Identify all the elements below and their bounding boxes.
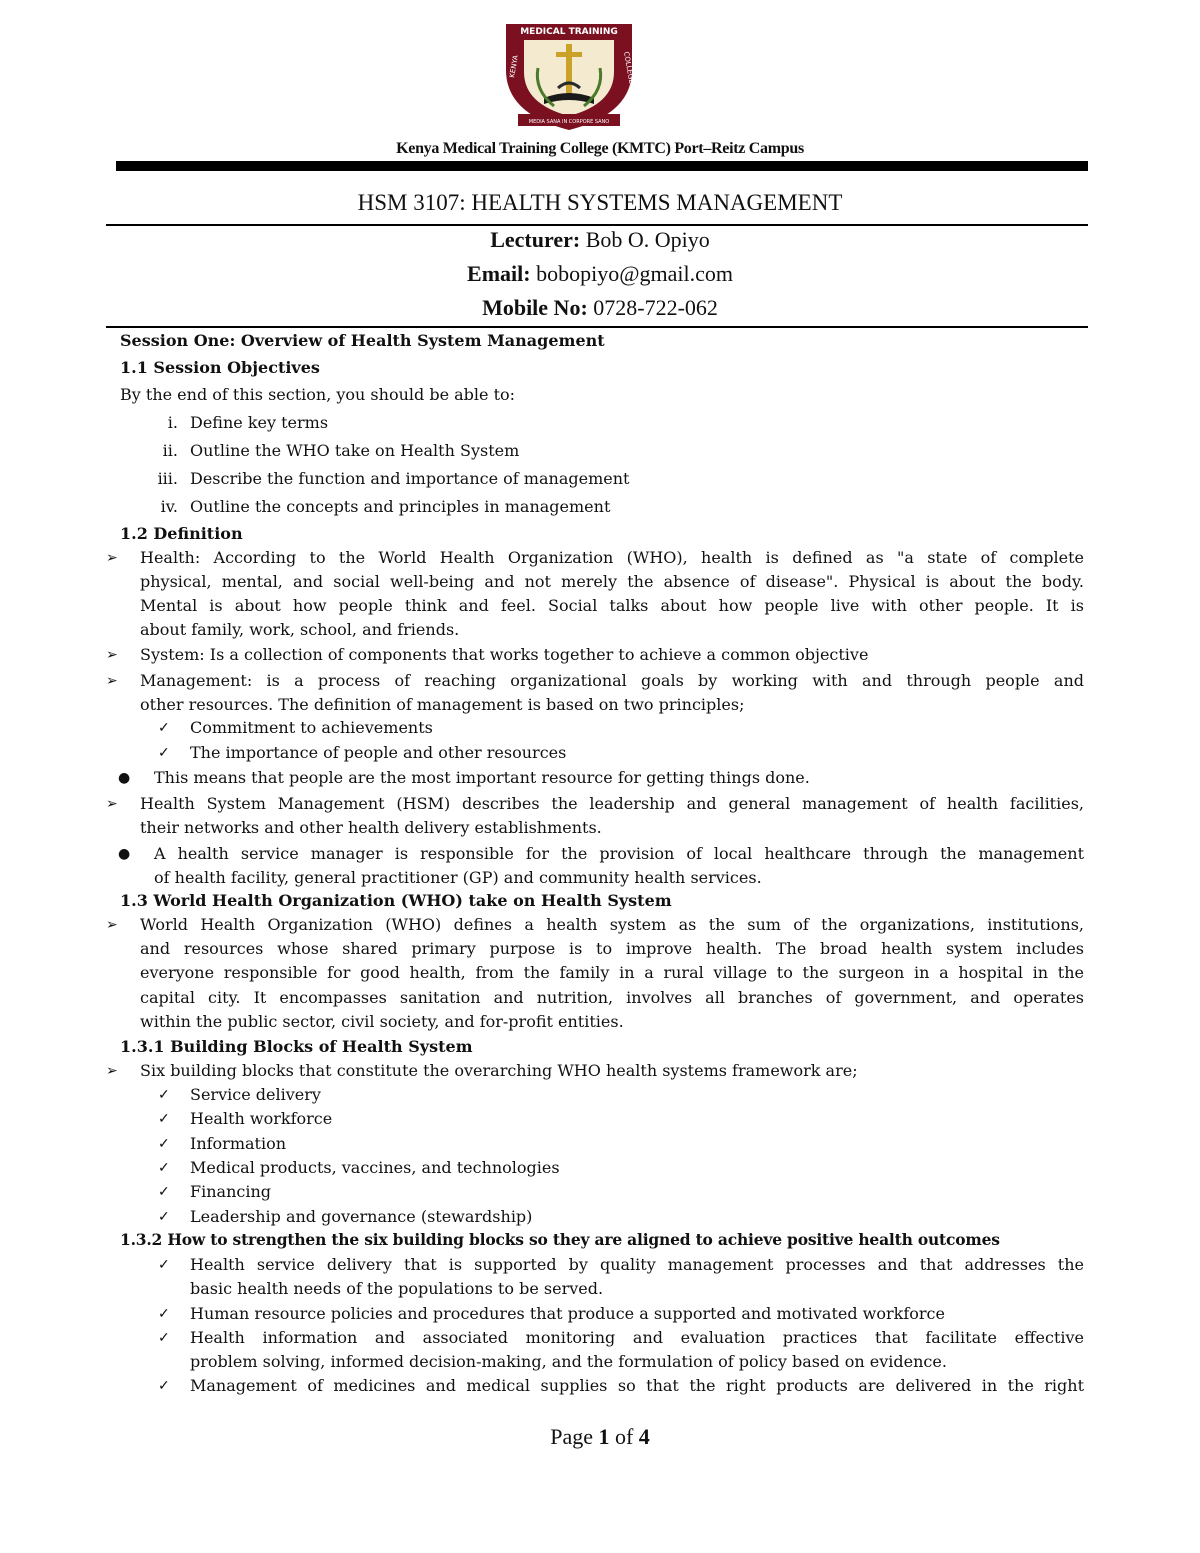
strengthen-item-line: Health service delivery that is supported by quality management processes and that addresses the: [190, 1255, 1084, 1274]
building-block-item: Information: [190, 1134, 287, 1153]
building-block-item: Medical products, vaccines, and technologies: [190, 1158, 560, 1177]
session-title: Session One: Overview of Health System Management: [120, 331, 605, 350]
svg-text:MEDICAL TRAINING: MEDICAL TRAINING: [520, 27, 618, 37]
definition-management-line: Management: is a process of reaching organizational goals by working with and through people and: [140, 671, 1084, 690]
manager-note-line: A health service manager is responsible for the provision of local healthcare through the management: [154, 844, 1084, 863]
building-block-item: Service delivery: [190, 1085, 321, 1104]
list-number: iv.: [160, 497, 178, 516]
who-definition-line: within the public sector, civil society, and for-profit entities.: [140, 1012, 624, 1031]
header-rule: [116, 161, 1088, 171]
definition-hsm-line: Health System Management (HSM) describes the leadership and general management of health facilities,: [140, 794, 1084, 813]
definition-management-line: other resources. The definition of management is based on two principles;: [140, 695, 745, 714]
checkmark-icon: ✓: [158, 1209, 170, 1225]
definition-hsm-line: their networks and other health delivery establishments.: [140, 818, 602, 837]
checkmark-icon: ✓: [158, 1306, 170, 1322]
checkmark-icon: ✓: [158, 1184, 170, 1200]
svg-text:KENYA: KENYA: [508, 54, 520, 79]
building-block-item: Health workforce: [190, 1109, 333, 1128]
building-blocks-intro: Six building blocks that constitute the overarching WHO health systems framework are;: [140, 1061, 858, 1080]
building-block-item: Leadership and governance (stewardship): [190, 1207, 533, 1226]
who-definition-line: everyone responsible for good health, from the family in a rural village to the surgeon in a hospital in the: [140, 963, 1084, 982]
strengthen-item-line: problem solving, informed decision-making, and the formulation of policy based on evidence.: [190, 1352, 947, 1371]
list-number: ii.: [162, 441, 178, 460]
page-number: Page 1 of 4: [550, 1424, 650, 1449]
list-number: iii.: [157, 469, 178, 488]
heading-1-3-1: 1.3.1 Building Blocks of Health System: [120, 1037, 473, 1056]
principle-item: Commitment to achievements: [190, 718, 433, 737]
list-item: Describe the function and importance of management: [190, 469, 630, 488]
arrow-bullet-icon: ➢: [106, 673, 118, 689]
course-title: HSM 3107: HEALTH SYSTEMS MANAGEMENT: [357, 190, 843, 215]
title-rule: [106, 224, 1088, 226]
heading-1-3: 1.3 World Health Organization (WHO) take on Health System: [120, 891, 672, 910]
checkmark-icon: ✓: [158, 745, 170, 761]
checkmark-icon: ✓: [158, 720, 170, 736]
checkmark-icon: ✓: [158, 1087, 170, 1103]
svg-text:COLLEGE: COLLEGE: [622, 50, 636, 85]
building-block-item: Financing: [190, 1182, 271, 1201]
strengthen-item-line: Management of medicines and medical supplies so that the right products are delivered in the right: [190, 1376, 1084, 1395]
mobile-line: Mobile No: 0728-722-062: [482, 295, 718, 320]
manager-note-line: of health facility, general practitioner (GP) and community health services.: [154, 868, 762, 887]
definition-health-line: Mental is about how people think and feel. Social talks about how people live with other people. It is: [140, 596, 1084, 615]
who-definition-line: and resources whose shared primary purpose is to improve health. The broad health system includes: [140, 939, 1084, 958]
arrow-bullet-icon: ➢: [106, 917, 118, 933]
checkmark-icon: ✓: [158, 1330, 170, 1346]
arrow-bullet-icon: ➢: [106, 647, 118, 663]
who-definition-line: capital city. It encompasses sanitation and nutrition, involves all branches of government, and operates: [140, 988, 1084, 1007]
svg-text:MEDIA SANA IN CORPORE SANO: MEDIA SANA IN CORPORE SANO: [528, 119, 610, 125]
who-definition-line: World Health Organization (WHO) defines a health system as the sum of the organizations, institutions,: [140, 915, 1084, 934]
checkmark-icon: ✓: [158, 1160, 170, 1176]
heading-1-1: 1.1 Session Objectives: [120, 358, 320, 377]
definition-health-line: physical, mental, and social well-being and not merely the absence of disease". Physical is about the body.: [140, 572, 1084, 591]
list-item: Define key terms: [190, 413, 329, 432]
dot-bullet-icon: ●: [118, 846, 131, 862]
lecturer-line: Lecturer: Bob O. Opiyo: [490, 227, 710, 252]
list-item: Outline the concepts and principles in management: [190, 497, 611, 516]
kmtc-crest-logo: [498, 18, 640, 132]
strengthen-item-line: basic health needs of the populations to be served.: [190, 1279, 604, 1298]
means-note: This means that people are the most important resource for getting things done.: [154, 768, 810, 787]
heading-1-2: 1.2 Definition: [120, 524, 243, 543]
contact-rule: [106, 326, 1088, 328]
strengthen-item-line: Human resource policies and procedures that produce a supported and motivated workforce: [190, 1304, 945, 1323]
definition-health-line: Health: According to the World Health Organization (WHO), health is defined as "a state of complete: [140, 548, 1084, 567]
checkmark-icon: ✓: [158, 1257, 170, 1273]
definition-health-line: about family, work, school, and friends.: [140, 620, 460, 639]
checkmark-icon: ✓: [158, 1136, 170, 1152]
campus-name: Kenya Medical Training College (KMTC) Port–Reitz Campus: [396, 140, 804, 157]
dot-bullet-icon: ●: [118, 770, 131, 786]
heading-1-3-2: 1.3.2 How to strengthen the six building blocks so they are aligned to achieve positive health outcomes: [120, 1230, 1000, 1249]
arrow-bullet-icon: ➢: [106, 1063, 118, 1079]
definition-system: System: Is a collection of components that works together to achieve a common objective: [140, 645, 869, 664]
principle-item: The importance of people and other resources: [190, 743, 567, 762]
objectives-intro: By the end of this section, you should be able to:: [120, 385, 516, 404]
strengthen-item-line: Health information and associated monitoring and evaluation practices that facilitate effective: [190, 1328, 1084, 1347]
arrow-bullet-icon: ➢: [106, 550, 118, 566]
arrow-bullet-icon: ➢: [106, 796, 118, 812]
email-line: Email: bobopiyo@gmail.com: [467, 261, 733, 286]
checkmark-icon: ✓: [158, 1111, 170, 1127]
list-item: Outline the WHO take on Health System: [190, 441, 520, 460]
checkmark-icon: ✓: [158, 1378, 170, 1394]
list-number: i.: [167, 413, 178, 432]
